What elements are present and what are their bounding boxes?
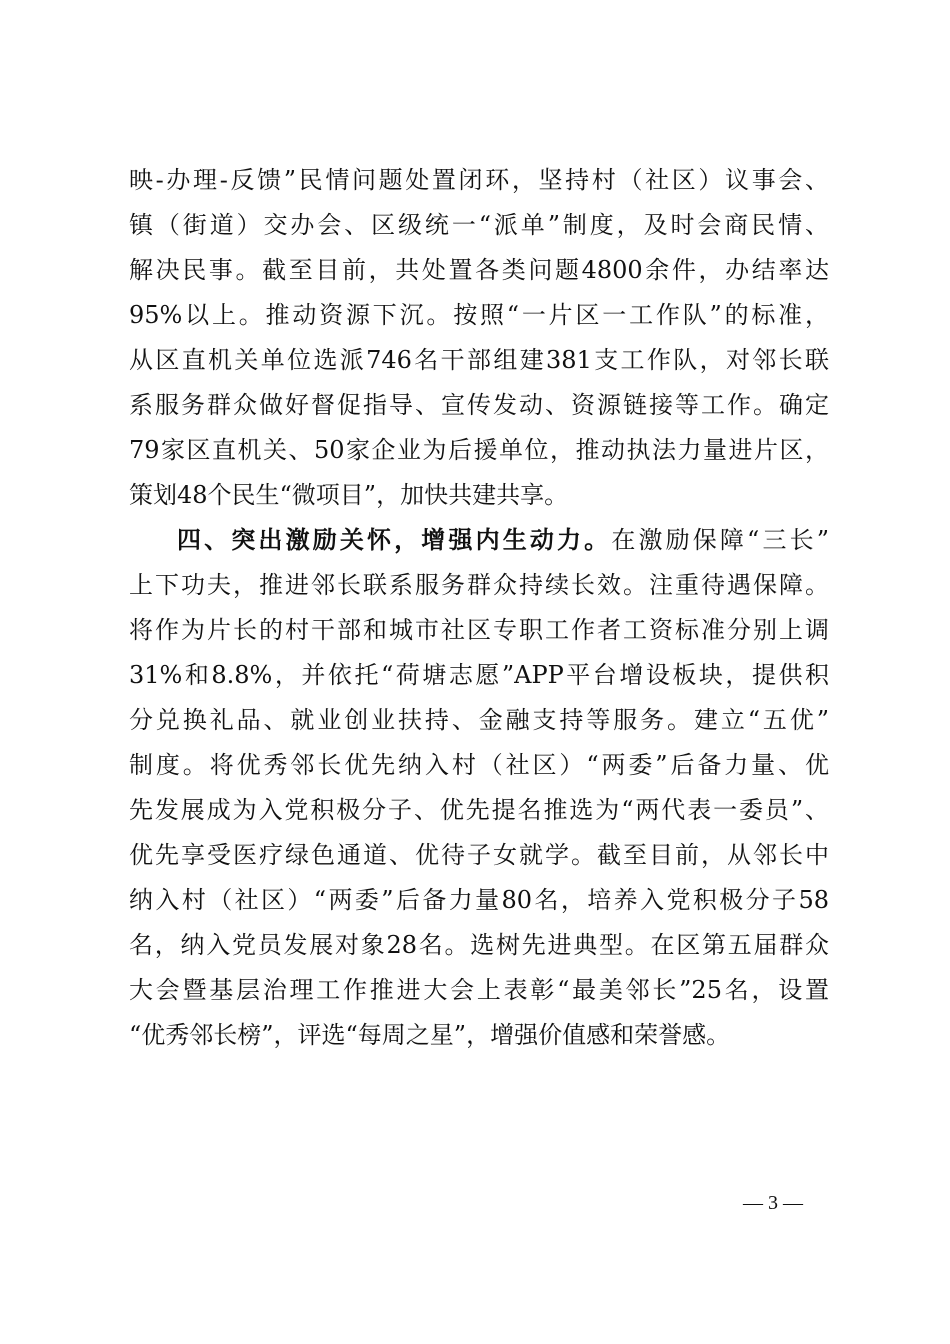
- text-line: 名，纳入党员发展对象28名。选树先进典型。在区第五届群众: [129, 931, 829, 959]
- text-line: 系服务群众做好督促指导、宣传发动、资源链接等工作。确定: [129, 391, 829, 419]
- page-number: — 3 —: [743, 1192, 803, 1214]
- text-line: 解决民事。截至目前，共处置各类问题4800余件，办结率达: [129, 256, 829, 284]
- text-line: 制度。将优秀邻长优先纳入村（社区）“两委”后备力量、优: [129, 751, 829, 779]
- text-line: 分兑换礼品、就业创业扶持、金融支持等服务。建立“五优”: [129, 706, 829, 734]
- text-line: 从区直机关单位选派746名干部组建381支工作队，对邻长联: [129, 346, 829, 374]
- text-line: 95%以上。推动资源下沉。按照“一片区一工作队”的标准，: [129, 301, 829, 329]
- text-line: “优秀邻长榜”，评选“每周之星”，增强价值感和荣誉感。: [129, 1021, 731, 1049]
- text-line: 映-办理-反馈”民情问题处置闭环，坚持村（社区）议事会、: [129, 166, 829, 194]
- text-line: 优先享受医疗绿色通道、优待子女就学。截至目前，从邻长中: [129, 841, 829, 869]
- text-line: 将作为片长的村干部和城市社区专职工作者工资标准分别上调: [129, 616, 829, 644]
- text-line: 镇（街道）交办会、区级统一“派单”制度，及时会商民情、: [129, 211, 829, 239]
- section-four-heading: 四、突出激励关怀，增强内生动力。: [177, 526, 612, 554]
- section-four-first-line: [129, 518, 829, 563]
- section-four-first-line-text: 在激励保障“三长”: [611, 526, 830, 554]
- text-line: 纳入村（社区）“两委”后备力量80名，培养入党积极分子58: [129, 886, 829, 914]
- text-line: 79家区直机关、50家企业为后援单位，推动执法力量进片区，: [129, 436, 829, 464]
- text-line: 大会暨基层治理工作推进大会上表彰“最美邻长”25名，设置: [129, 976, 829, 1004]
- text-line: 先发展成为入党积极分子、优先提名推选为“两代表一委员”、: [129, 796, 829, 824]
- text-line: 上下功夫，推进邻长联系服务群众持续长效。注重待遇保障。: [129, 571, 829, 599]
- text-line: 31%和8.8%，并依托“荷塘志愿”APP平台增设板块，提供积: [129, 661, 829, 689]
- text-line: 策划48个民生“微项目”，加快共建共享。: [129, 481, 569, 509]
- body-text: [129, 158, 829, 1058]
